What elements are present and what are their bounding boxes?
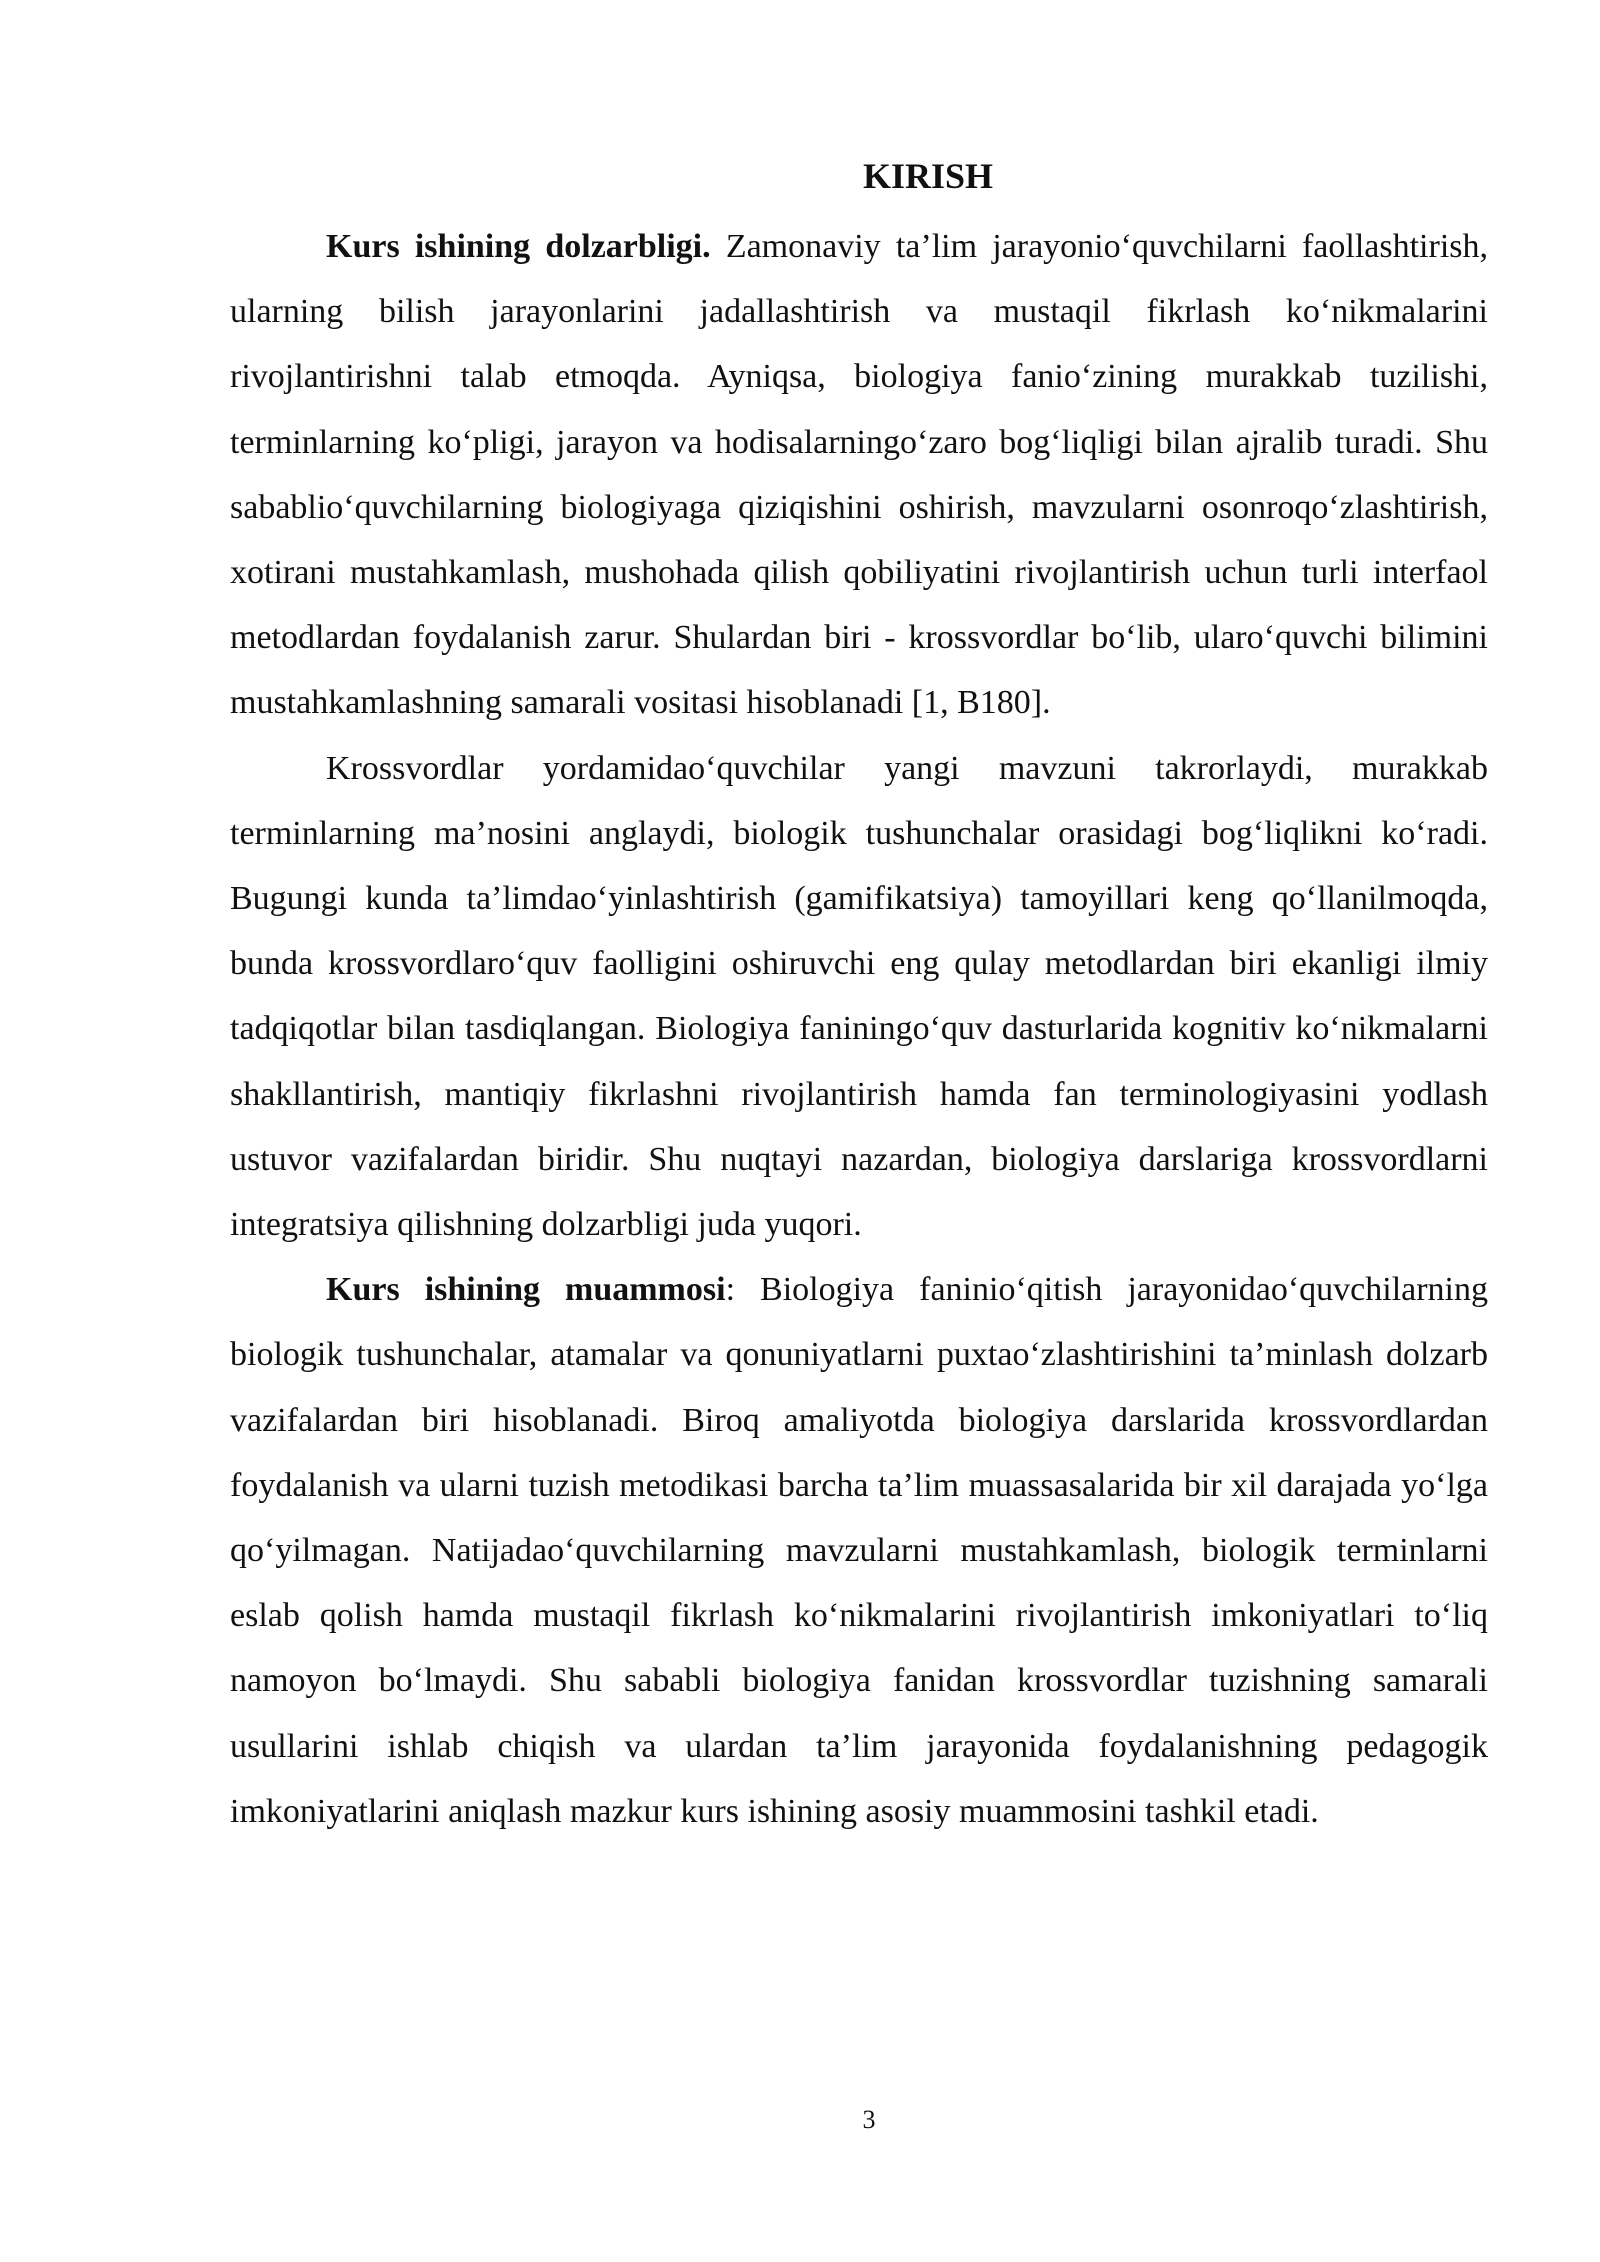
paragraph-crosswords: [230, 736, 1488, 1258]
paragraph-problem: [230, 1257, 1488, 1844]
paragraph-lead: Kurs ishining dolzarbligi.: [326, 228, 711, 265]
paragraph-relevance: [230, 214, 1488, 736]
page-number: 3: [862, 2105, 876, 2134]
paragraph-text: Zamonaviy ta’lim jarayonio‘quvchilarni faollashtirish, ularning bilish jarayonlarini jadallashtirish va mustaqil fikrlash ko‘nikmalarini rivojlantirishni talab etmoqda. Ayniqsa, biologiya fanio‘zining murakkab tuzilishi, terminlarning ko‘pligi, jarayon va hodisalarningo‘zaro bog‘liqligi bilan ajralib turadi. Shu sababliо‘quvchilarning biologiyaga qiziqishini oshirish, mavzularni osonroqo‘zlashtirish, xotirani mustahkamlash, mushohada qilish qobiliyatini rivojlantirish uchun turli interfaol metodlardan foydalanish zarur. Shulardan biri - krossvordlar bo‘lib, ularo‘quvchi bilimini mustahkamlashning samarali vositasi hisoblanadi [1, B180].: [230, 228, 1489, 722]
paragraph-lead: Kurs ishining muammosi: [326, 1271, 726, 1309]
section-heading: KIRISH: [862, 156, 994, 196]
paragraph-text: : Biologiya faninio‘qitish jarayonidao‘quvchilarning biologik tushunchalar, atamalar va qonuniyatlarni puxtao‘zlashtirishini ta’minlash dolzarb vazifalardan biri hisoblanadi. Biroq amaliyotda biologiya darslarida krossvordlardan foydalanish va ularni tuzish metodikasi barcha ta’lim muassasalarida bir xil darajada yo‘lga qo‘yilmagan. Natijadao‘quvchilarning mavzularni mustahkamlash, biologik terminlarni eslab qolish hamda mustaqil fikrlash ko‘nikmalarini rivojlantirish imkoniyatlari to‘liq namoyon bo‘lmaydi. Shu sababli biologiya fanidan krossvordlar tuzishning samarali usullarini ishlab chiqish va ulardan ta’lim jarayonida foydalanishning pedagogik imkoniyatlarini aniqlash mazkur kurs ishining asosiy muammosini tashkil etadi.: [230, 1271, 1489, 1830]
page-content: [230, 148, 1488, 1844]
paragraph-text: Krossvordlar yordamidao‘quvchilar yangi mavzuni takrorlaydi, murakkab terminlarning ma’nosini anglaydi, biologik tushunchalar orasidagi bog‘liqlikni ko‘radi. Bugungi kunda ta’limdao‘yinlashtirish (gamifikatsiya) tamoyillari keng qo‘llanilmoqda, bunda krossvordlaro‘quv faolligini oshiruvchi eng qulay metodlardan biri ekanligi ilmiy tadqiqotlar bilan tasdiqlangan. Biologiya faniningo‘quv dasturlarida kognitiv ko‘nikmalarni shakllantirish, mantiqiy fikrlashni rivojlantirish hamda fan terminologiyasini yodlash ustuvor vazifalardan biridir. Shu nuqtayi nazardan, biologiya darslariga krossvordlarni integratsiya qilishning dolzarbligi juda yuqori.: [230, 749, 1488, 1244]
